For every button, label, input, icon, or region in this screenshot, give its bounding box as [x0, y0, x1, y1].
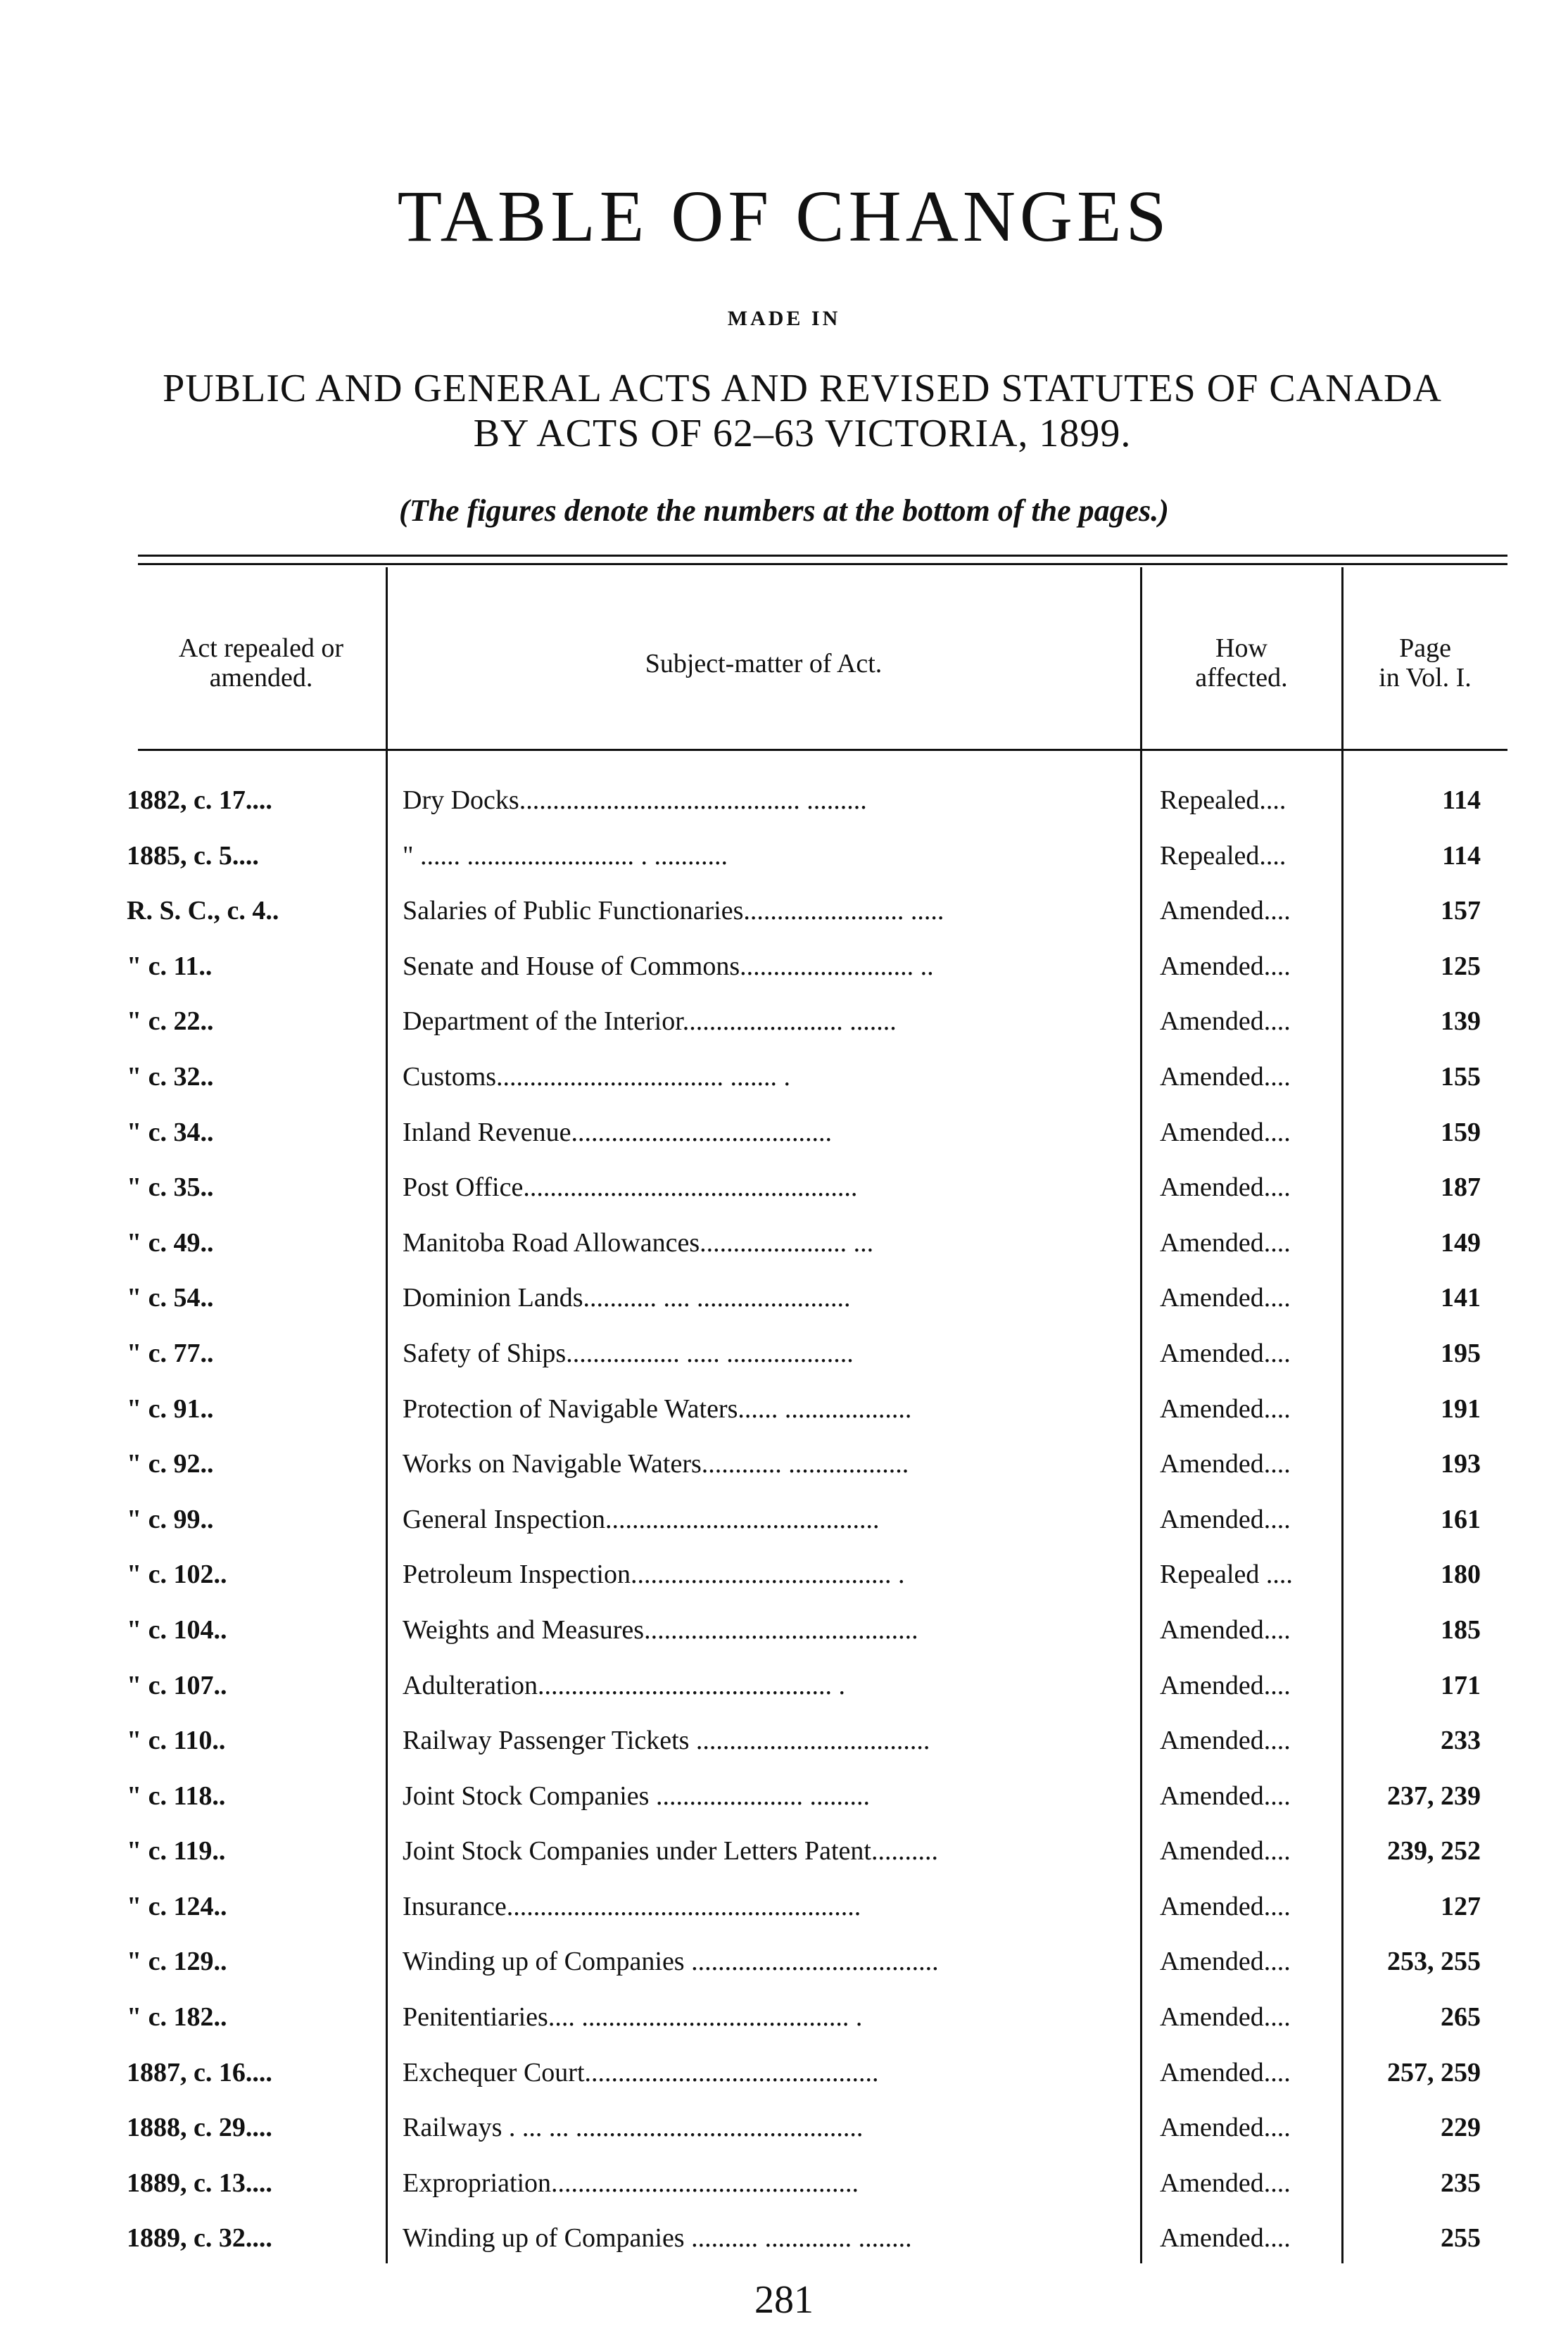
act-cell: 1889, c. 32....	[127, 2223, 272, 2254]
page-cell: 127	[1441, 1891, 1481, 1921]
how-affected-cell: Amended....	[1160, 1670, 1291, 1700]
subject-cell: Joint Stock Companies under Letters Patent..........	[403, 1836, 938, 1866]
page-cell: 149	[1441, 1227, 1481, 1258]
how-affected-cell: Amended....	[1160, 951, 1291, 981]
page-cell: 257, 259	[1387, 2057, 1481, 2087]
page-cell: 161	[1441, 1504, 1481, 1534]
act-cell: " c. 77..	[127, 1338, 214, 1368]
subject-cell: Department of the Interior........................ .......	[403, 1006, 897, 1037]
subject-cell: Safety of Ships................. ..... ...................	[403, 1338, 854, 1368]
page-cell: 114	[1442, 785, 1481, 815]
act-cell: " c. 11..	[127, 951, 213, 981]
subtitle	[99, 366, 1506, 456]
how-affected-cell: Repealed ....	[1160, 1560, 1293, 1590]
act-cell: " c. 119..	[127, 1836, 226, 1866]
column-header-how-line1: How	[1215, 633, 1267, 663]
act-cell: 1887, c. 16....	[127, 2057, 272, 2087]
table-row	[0, 1386, 1568, 1441]
act-cell: " c. 32..	[127, 1061, 214, 1092]
page-cell: 239, 252	[1387, 1836, 1481, 1866]
subject-cell: Salaries of Public Functionaries........................ .....	[403, 896, 944, 926]
how-affected-cell: Amended....	[1160, 2113, 1291, 2143]
how-affected-cell: Amended....	[1160, 1504, 1291, 1534]
page-cell: 235	[1441, 2168, 1481, 2198]
act-cell: " c. 124..	[127, 1891, 227, 1921]
page-cell: 195	[1441, 1338, 1481, 1368]
act-cell: R. S. C., c. 4..	[127, 896, 279, 926]
how-affected-cell: Repealed....	[1160, 785, 1286, 815]
table-top-rule	[138, 555, 1507, 557]
table-row	[0, 1773, 1568, 1828]
act-cell: 1882, c. 17....	[127, 785, 272, 815]
page-cell: 237, 239	[1387, 1781, 1481, 1811]
table-row	[0, 1220, 1568, 1275]
how-affected-cell: Amended....	[1160, 1947, 1291, 1977]
table-row	[0, 887, 1568, 943]
page-cell: 253, 255	[1387, 1947, 1481, 1977]
page-cell: 233	[1441, 1726, 1481, 1756]
table-row	[0, 777, 1568, 833]
column-header-how	[1143, 633, 1340, 693]
page-cell: 139	[1441, 1006, 1481, 1037]
act-cell: " c. 102..	[127, 1560, 227, 1590]
table-row	[0, 943, 1568, 999]
how-affected-cell: Amended....	[1160, 2223, 1291, 2254]
table-row	[0, 833, 1568, 888]
how-affected-cell: Amended....	[1160, 2057, 1291, 2087]
column-header-act-line1: Act repealed or	[178, 633, 344, 663]
subject-cell: " ...... ......................... . ...........	[403, 840, 728, 871]
subject-cell: Petroleum Inspection....................................... .	[403, 1560, 905, 1590]
subject-cell: Dominion Lands........... .... .......................	[403, 1283, 851, 1313]
page-title: TABLE OF CHANGES	[397, 176, 1171, 257]
how-affected-cell: Repealed....	[1160, 840, 1286, 871]
column-header-page	[1344, 633, 1506, 693]
page-cell: 125	[1441, 951, 1481, 981]
table-row	[0, 2215, 1568, 2270]
subject-cell: Exchequer Court............................................	[403, 2057, 879, 2087]
table-row	[0, 1938, 1568, 1994]
how-affected-cell: Amended....	[1160, 1836, 1291, 1866]
act-cell: " c. 182..	[127, 2002, 227, 2033]
subject-cell: General Inspection.........................................	[403, 1504, 880, 1534]
how-affected-cell: Amended....	[1160, 2168, 1291, 2198]
column-header-subject: Subject-matter of Act.	[645, 649, 883, 678]
page-number: 281	[754, 2278, 814, 2322]
subtitle-line-1: PUBLIC AND GENERAL ACTS AND REVISED STATUTES OF CANADA	[163, 367, 1442, 410]
table-row	[0, 1607, 1568, 1662]
how-affected-cell: Amended....	[1160, 1283, 1291, 1313]
act-cell: " c. 49..	[127, 1227, 214, 1258]
subject-cell: Adulteration............................................ .	[403, 1670, 846, 1700]
how-affected-cell: Amended....	[1160, 1006, 1291, 1037]
how-affected-cell: Amended....	[1160, 1449, 1291, 1479]
page-cell: 185	[1441, 1614, 1481, 1645]
table-row	[0, 1551, 1568, 1607]
subject-cell: Protection of Navigable Waters...... ...................	[403, 1393, 912, 1424]
column-header-page-line1: Page	[1399, 633, 1451, 663]
column-header-page-line2: in Vol. I.	[1379, 663, 1472, 693]
table-top-rule-inner	[138, 563, 1507, 565]
column-header-act	[138, 633, 384, 693]
subject-cell: Weights and Measures.........................................	[403, 1614, 918, 1645]
header-bottom-rule	[138, 749, 1507, 751]
act-cell: " c. 54..	[127, 1283, 214, 1313]
how-affected-cell: Amended....	[1160, 1393, 1291, 1424]
table-row	[0, 1109, 1568, 1165]
table-row	[0, 1828, 1568, 1883]
page-cell: 265	[1441, 2002, 1481, 2033]
subject-cell: Post Office..................................................	[403, 1172, 858, 1203]
how-affected-cell: Amended....	[1160, 1227, 1291, 1258]
act-cell: 1889, c. 13....	[127, 2168, 272, 2198]
act-cell: " c. 104..	[127, 1614, 227, 1645]
page-cell: 141	[1441, 1283, 1481, 1313]
how-affected-cell: Amended....	[1160, 1061, 1291, 1092]
how-affected-cell: Amended....	[1160, 1726, 1291, 1756]
explanatory-note: (The figures denote the numbers at the bottom of the pages.)	[399, 493, 1169, 528]
table-row	[0, 1275, 1568, 1330]
subject-cell: Customs.................................. ....... .	[403, 1061, 791, 1092]
page-cell: 187	[1441, 1172, 1481, 1203]
subtitle-line-2: BY ACTS OF 62–63 VICTORIA, 1899.	[473, 412, 1132, 455]
act-cell: " c. 99..	[127, 1504, 214, 1534]
subject-cell: Joint Stock Companies ...................... .........	[403, 1781, 870, 1811]
table-row	[0, 1496, 1568, 1552]
subject-cell: Railways . ... ... ...........................................	[403, 2113, 864, 2143]
subject-cell: Inland Revenue.......................................	[403, 1117, 833, 1147]
page-cell: 114	[1442, 840, 1481, 871]
how-affected-cell: Amended....	[1160, 1614, 1291, 1645]
act-cell: " c. 34..	[127, 1117, 214, 1147]
how-affected-cell: Amended....	[1160, 1172, 1291, 1203]
subject-cell: Dry Docks.......................................... .........	[403, 785, 867, 815]
page-cell: 229	[1441, 2113, 1481, 2143]
table-row	[0, 1054, 1568, 1109]
act-cell: " c. 22..	[127, 1006, 214, 1037]
how-affected-cell: Amended....	[1160, 896, 1291, 926]
act-cell: " c. 91..	[127, 1393, 214, 1424]
subject-cell: Winding up of Companies .....................................	[403, 1947, 939, 1977]
how-affected-cell: Amended....	[1160, 1891, 1291, 1921]
subject-cell: Manitoba Road Allowances...................... ...	[403, 1227, 874, 1258]
table-body	[0, 777, 1568, 2270]
table-row	[0, 2160, 1568, 2216]
table-row	[0, 1717, 1568, 1773]
table-row	[0, 2049, 1568, 2105]
made-in-caption: MADE IN	[727, 307, 841, 330]
page-cell: 193	[1441, 1449, 1481, 1479]
act-cell: " c. 129..	[127, 1947, 227, 1977]
page-cell: 180	[1441, 1560, 1481, 1590]
table-row	[0, 998, 1568, 1054]
page-cell: 157	[1441, 896, 1481, 926]
table-row	[0, 1883, 1568, 1939]
page-cell: 255	[1441, 2223, 1481, 2254]
table-row	[0, 2104, 1568, 2160]
subject-cell: Works on Navigable Waters............ ..................	[403, 1449, 909, 1479]
table-row	[0, 1994, 1568, 2049]
column-header-act-line2: amended.	[209, 663, 313, 693]
how-affected-cell: Amended....	[1160, 1781, 1291, 1811]
subject-cell: Winding up of Companies .......... ............. ........	[403, 2223, 912, 2254]
act-cell: 1888, c. 29....	[127, 2113, 272, 2143]
act-cell: " c. 110..	[127, 1726, 226, 1756]
subject-cell: Penitentiaries.... ........................................ .	[403, 2002, 863, 2033]
subject-cell: Railway Passenger Tickets ...................................	[403, 1726, 930, 1756]
page-cell: 171	[1441, 1670, 1481, 1700]
act-cell: " c. 118..	[127, 1781, 226, 1811]
table-row	[0, 1441, 1568, 1496]
how-affected-cell: Amended....	[1160, 1338, 1291, 1368]
subject-cell: Expropriation..............................................	[403, 2168, 859, 2198]
subject-cell: Insurance.....................................................	[403, 1891, 861, 1921]
page-cell: 159	[1441, 1117, 1481, 1147]
table-row	[0, 1662, 1568, 1718]
page-cell: 155	[1441, 1061, 1481, 1092]
act-cell: " c. 107..	[127, 1670, 227, 1700]
how-affected-cell: Amended....	[1160, 2002, 1291, 2033]
subject-cell: Senate and House of Commons.......................... ..	[403, 951, 934, 981]
column-header-how-line2: affected.	[1195, 663, 1288, 693]
act-cell: 1885, c. 5....	[127, 840, 259, 871]
act-cell: " c. 92..	[127, 1449, 214, 1479]
act-cell: " c. 35..	[127, 1172, 214, 1203]
table-row	[0, 1164, 1568, 1220]
page-cell: 191	[1441, 1393, 1481, 1424]
table-row	[0, 1330, 1568, 1386]
how-affected-cell: Amended....	[1160, 1117, 1291, 1147]
